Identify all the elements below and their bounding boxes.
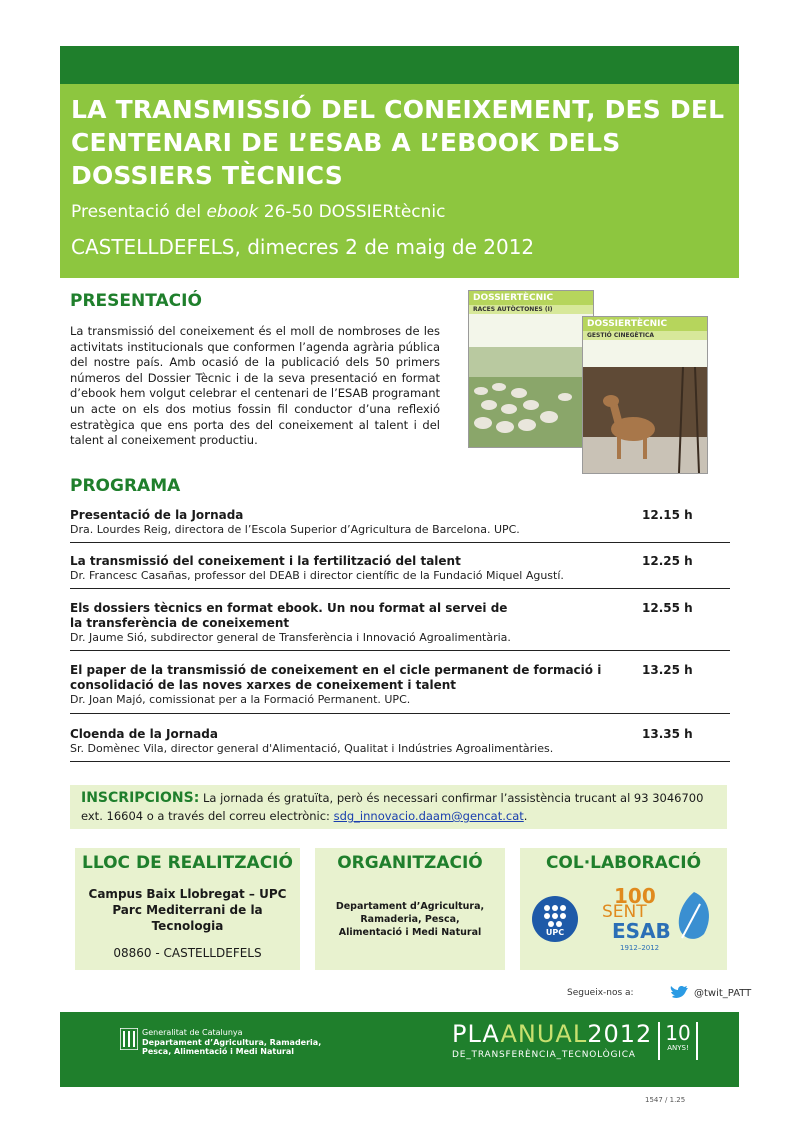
gen-line: Pesca, Alimentació i Medi Natural <box>142 1047 295 1056</box>
item-title: Presentació de la Jornada <box>70 508 244 522</box>
registration-label: INSCRIPCIONS: <box>81 790 200 806</box>
item-speaker: Dr. Francesc Casañas, professor del DEAB i director científic de la Fundació Miquel Agustí. <box>70 569 564 582</box>
page-title: LA TRANSMISSIÓ DEL CONEIXEMENT, DES DEL CENTENARI DE L’ESAB A L’EBOOK DELS DOSSIERS TÈCNICS <box>71 95 725 190</box>
registration-box <box>70 785 727 829</box>
item-speaker: Sr. Domènec Vila, director general d'Alimentació, Qualitat i Indústries Agroalimentàries. <box>70 742 554 755</box>
plan-word: ANUAL <box>500 1020 588 1048</box>
item-speaker: Dra. Lourdes Reig, directora de l’Escola Superior d’Agricultura de Barcelona. UPC. <box>70 523 520 536</box>
programme-item <box>70 727 730 762</box>
cover-brand: DOSSIERTÈCNIC <box>583 317 707 331</box>
gen-line: Generalitat de Catalunya <box>142 1028 243 1037</box>
venue-heading: LLOC DE REALITZACIÓ <box>82 853 293 873</box>
organisation-heading: ORGANITZACIÓ <box>337 853 483 873</box>
registration-end: . <box>523 809 528 823</box>
upc-label: UPC <box>545 928 565 937</box>
top-color-band <box>60 46 739 84</box>
programme-item <box>70 601 730 651</box>
cover-brand: DOSSIERTÈCNIC <box>469 291 593 305</box>
item-title: El paper de la transmissió de coneixement en el cicle permanent de formació i consolidació de las noves xarxes de coneixement i talent <box>70 663 602 692</box>
esab-hundred: 100 <box>614 884 656 908</box>
ten-number: 10 <box>665 1021 691 1045</box>
item-speaker: Dr. Joan Majó, comissionat per a la Formació Permanent. UPC. <box>70 693 411 706</box>
item-time: 13.25 h <box>642 663 693 677</box>
venue-line: Parc Mediterrani de la Tecnologia <box>112 903 263 933</box>
gen-line: Departament d’Agricultura, Ramaderia, <box>142 1037 322 1047</box>
hero-banner <box>60 84 739 278</box>
plan-year: 2012 <box>587 1020 653 1048</box>
plan-anual-logo <box>452 1020 652 1048</box>
registration-text: La jornada és gratuïta, però és necessari confirmar l’assistència trucant al 93 3046700 ext. 16604 o a través del correu electrònic: <box>81 791 704 823</box>
event-date: CASTELLDEFELS, dimecres 2 de maig de 2012 <box>71 235 535 259</box>
programme-item <box>70 663 730 714</box>
esab-sent: SENT <box>602 902 647 922</box>
presentacio-heading: PRESENTACIÓ <box>70 291 202 311</box>
footer-band <box>60 1012 739 1087</box>
programme-item <box>70 508 730 543</box>
collaboration-heading: COL·LABORACIÓ <box>545 853 702 873</box>
organisation-box <box>315 848 505 970</box>
ten-years-badge <box>658 1022 698 1060</box>
twitter-bird-icon[interactable] <box>670 985 690 1001</box>
plan-word: PLA <box>452 1020 501 1048</box>
subtitle: Presentació del ebook 26-50 DOSSIERtècnic <box>71 202 446 222</box>
item-title: Cloenda de la Jornada <box>70 727 218 741</box>
item-title: La transmissió del coneixement i la fertilització del talent <box>70 554 461 568</box>
programme-item <box>70 554 730 589</box>
plan-subtitle: DE_TRANSFERÈNCIA_TECNOLÒGICA <box>452 1050 636 1060</box>
generalitat-text <box>142 1028 321 1057</box>
cover-title: RACES AUTÒCTONES (I) <box>469 305 593 314</box>
sheep-photo <box>469 347 593 447</box>
deer-photo <box>583 367 707 473</box>
programa-heading: PROGRAMA <box>70 476 181 496</box>
twitter-handle-link[interactable]: @twit_PATT <box>694 988 752 999</box>
leaf-icon <box>674 890 714 942</box>
collaboration-box <box>520 848 727 970</box>
esab-centenary-logo <box>598 884 716 954</box>
esab-name: ESAB <box>612 919 671 943</box>
follow-label: Segueix-nos a: <box>567 988 634 998</box>
registration-email-link[interactable]: sdg_innovacio.daam@gencat.cat <box>333 809 524 823</box>
item-speaker: Dr. Jaume Sió, subdirector general de Transferència i Innovació Agroalimentària. <box>70 631 511 644</box>
dossier-covers <box>468 290 708 470</box>
ten-anys: ANYS! <box>667 1044 689 1052</box>
cover-gestio <box>582 316 708 474</box>
presentacio-text: La transmissió del coneixement és el moll de nombroses de les activitats institucionals que conformen l’agenda agrària pública del nostre país. Amb ocasió de la publicació dels 50 primers números del Dossier Tècnic i de la seva presentació en format d’ebook hem volgut celebrar el centenari de l’ESAB programant un acte on els dos motius fossin fil conductor d’una reflexió estratègica que ens porta des del coneixement al talent i del talent al coneixement productiu. <box>70 324 440 448</box>
venue-line: Campus Baix Llobregat – UPC <box>88 887 287 901</box>
item-time: 12.15 h <box>642 508 693 522</box>
venue-box <box>75 848 300 970</box>
document-reference: 1547 / 1.25 <box>645 1096 686 1104</box>
cover-title: GESTIÓ CINEGÈTICA <box>583 331 707 340</box>
item-time: 12.55 h <box>642 601 693 615</box>
organisation-text: Departament d’Agricultura, Ramaderia, Pesca, Alimentació i Medi Natural <box>335 901 485 938</box>
esab-years: 1912–2012 <box>620 944 660 952</box>
upc-logo <box>532 896 578 942</box>
item-time: 13.35 h <box>642 727 693 741</box>
item-title: Els dossiers tècnics en format ebook. Un nou format al servei de la transferència de coneixement <box>70 601 508 630</box>
cover-races <box>468 290 594 448</box>
generalitat-logo-icon <box>120 1028 138 1050</box>
item-time: 12.25 h <box>642 554 693 568</box>
venue-postcode: 08860 - CASTELLDEFELS <box>113 946 262 960</box>
